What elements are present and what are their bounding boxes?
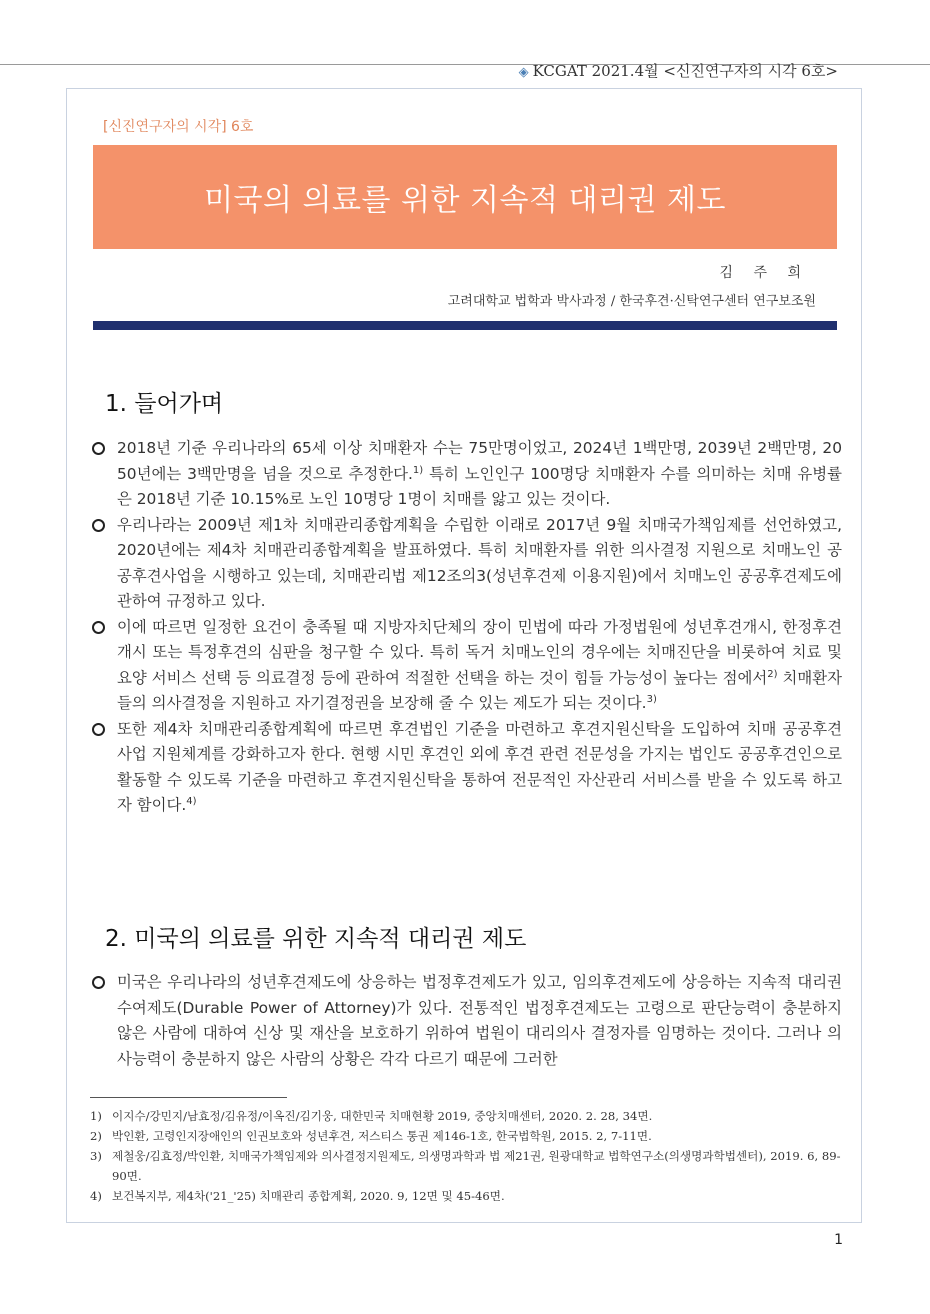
circle-bullet-icon: [92, 621, 105, 634]
circle-bullet-icon: [92, 519, 105, 532]
footnote-item: 4) 보건복지부, 제4차('21_'25) 치매관리 종합계획, 2020. 9, 12면 및 45-46면.: [90, 1189, 505, 1203]
list-item: 또한 제4차 치매관리종합계획에 따르면 후견법인 기준을 마련하고 후견지원신탁을 도입하여 치매 공공후견사업 지원체계를 강화하고자 한다. 현행 시민 후견인 외에 후견 관련 전문성을 가지는 법인도 공공후견인으로 활동할 수 있도록 기준을 마련하고 후견지원신탁을 통하여 전문적인 자산관리 서비스를 받을 수 있도록 하고자 함이다.$^{4)}$: [92, 717, 842, 819]
circle-bullet-icon: [92, 723, 105, 736]
footnote-item: 2) 박인환, 고령인지장애인의 인권보호와 성년후견, 저스티스 통권 제146-1호, 한국법학원, 2015. 2, 7-11면.: [90, 1129, 652, 1143]
running-header-text: KCGAT 2021.4월 <신진연구자의 시각 6호>: [532, 62, 838, 80]
page-number: 1: [834, 1232, 843, 1248]
list-item: 이에 따르면 일정한 요건이 충족될 때 지방자치단체의 장이 민법에 따라 가정법원에 성년후견개시, 한정후견개시 또는 특정후견의 심판을 청구할 수 있다. 특히 독거 치매노인의 경우에는 치매진단을 비롯하여 치료 및 요양 서비스 선택 등 의료결정 등에 관하여 적절한 선택을 하는 것이 힘들 가능성이 높다는 점에서$^{2)}$ 치매환자들의 의사결정을 지원하고 자기결정권을 보장해 줄 수 있는 제도가 되는 것이다.$^{3)}$: [92, 615, 842, 717]
section-heading-1: 1. 들어가며: [105, 391, 224, 417]
author-affiliation: 고려대학교 법학과 박사과정 / 한국후견·신탁연구센터 연구보조원: [447, 294, 816, 309]
title-divider: [93, 321, 837, 330]
footnote-divider: [90, 1097, 287, 1098]
footnote-ref[interactable]: 3): [646, 694, 657, 705]
footnote-item: 3) 제철웅/김효정/박인환, 치매국가책임제와 의사결정지원제도, 의생명과학과 법 제21권, 원광대학교 법학연구소(의생명과학법센터), 2019. 6, 89-90면.: [90, 1149, 841, 1183]
footnote-ref[interactable]: 1): [412, 464, 424, 476]
footnotes: [90, 1106, 842, 1206]
list-item: 우리나라는 2009년 제1차 치매관리종합계획을 수립한 이래로 2017년 9월 치매국가책임제를 선언하였고, 2020년에는 제4차 치매관리종합계획을 발표하였다. 특히 치매환자를 위한 의사결정 지원으로 치매노인 공공후견사업을 시행하고 있는데, 치매관리법 제12조의3(성년후견제 이용지원)에서 치매노인 공공후견제도에 관하여 규정하고 있다.: [92, 513, 842, 615]
diamond-icon: ◈: [518, 65, 529, 80]
footnote-ref[interactable]: 4): [186, 796, 197, 807]
circle-bullet-icon: [92, 976, 105, 989]
list-item: 2018년 기준 우리나라의 65세 이상 치매환자 수는 75만명이었고, 2024년 1백만명, 2039년 2백만명, 2050년에는 3백만명을 넘을 것으로 추정한다.$^{1)}$ 특히 노인인구 100명당 치매환자 수를 의미하는 치매 유병률은 2018년 기준 10.15%로 노인 10명당 1명이 치매를 앓고 있는 것이다.: [92, 436, 842, 513]
footnote-item: 1) 이지수/강민지/남효정/김유정/이옥진/김기웅, 대한민국 치매현황 2019, 중앙치매센터, 2020. 2. 28, 34면.: [90, 1109, 653, 1123]
circle-bullet-icon: [92, 442, 105, 455]
section-1-list: [92, 436, 842, 819]
footnote-ref[interactable]: 2): [767, 668, 778, 680]
author-name: 김 주 희: [719, 265, 809, 281]
series-label: [신진연구자의 시각] 6호: [103, 119, 254, 135]
running-header: [519, 60, 838, 81]
title-banner: [93, 145, 837, 249]
section-heading-2: 2. 미국의 의료를 위한 지속적 대리권 제도: [105, 926, 527, 952]
section-2-list: [92, 970, 842, 1072]
page-title: 미국의 의료를 위한 지속적 대리권 제도: [204, 183, 726, 218]
list-item: 미국은 우리나라의 성년후견제도에 상응하는 법정후견제도가 있고, 임의후견제도에 상응하는 지속적 대리권 수여제도(Durable Power of Attorney)가 있다. 전통적인 법정후견제도는 고령으로 판단능력이 충분하지 않은 사람에 대하여 신상 및 재산을 보호하기 위하여 법원이 대리의사 결정자를 임명하는 것이다. 그러나 의사능력이 충분하지 않은 사람의 상황은 각각 다르기 때문에 그러한: [92, 970, 842, 1072]
